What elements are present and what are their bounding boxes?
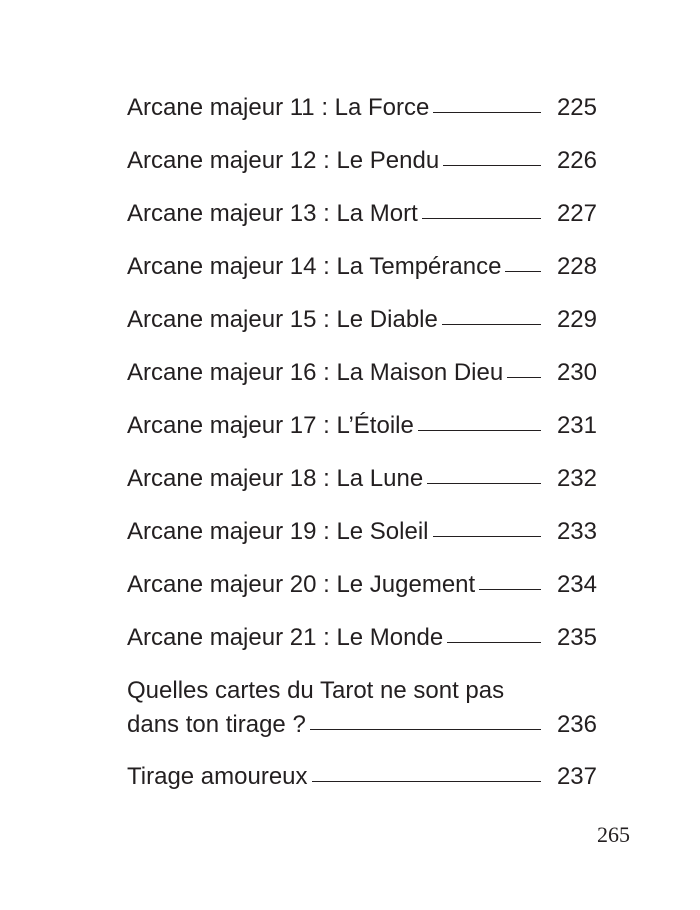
toc-entry-title: Arcane majeur 12 : Le Pendu (127, 147, 440, 174)
toc-entry (127, 148, 597, 174)
toc-entry (127, 764, 597, 790)
toc-entry-page: 230 (556, 359, 597, 386)
toc-entry-title: Arcane majeur 14 : La Tempérance (127, 253, 502, 280)
toc-entry-title: Tirage amoureux (127, 763, 308, 790)
toc-entry-page: 229 (556, 306, 597, 333)
dot-leader (433, 536, 542, 537)
toc-entry-title-line1: Quelles cartes du Tarot ne sont pas (127, 677, 505, 704)
toc-entry-title: Arcane majeur 15 : Le Diable (127, 306, 438, 333)
dot-leader (310, 729, 541, 730)
toc-entry-title: Arcane majeur 13 : La Mort (127, 200, 418, 227)
toc-entry-page: 237 (556, 763, 597, 790)
toc-entry-page: 227 (556, 200, 597, 227)
dot-leader (418, 430, 541, 431)
table-of-contents (127, 95, 597, 817)
toc-entry-page: 236 (556, 711, 597, 738)
toc-entry-page: 231 (556, 412, 597, 439)
toc-entry (127, 307, 597, 333)
toc-entry (127, 519, 597, 545)
toc-entry (127, 201, 597, 227)
dot-leader (427, 483, 541, 484)
toc-entry-page: 235 (556, 624, 597, 651)
dot-leader (443, 165, 541, 166)
toc-entry (127, 95, 597, 121)
toc-entry-page: 234 (556, 571, 597, 598)
toc-entry-title: Arcane majeur 11 : La Force (127, 94, 430, 121)
toc-entry (127, 572, 597, 598)
toc-entry-page: 228 (556, 253, 597, 280)
dot-leader (505, 271, 541, 272)
toc-entry-multiline (127, 678, 597, 738)
dot-leader (447, 642, 541, 643)
toc-entry-title: Arcane majeur 21 : Le Monde (127, 624, 444, 651)
toc-entry-title: Arcane majeur 18 : La Lune (127, 465, 424, 492)
dot-leader (479, 589, 541, 590)
toc-entry-title: Arcane majeur 20 : Le Jugement (127, 571, 476, 598)
toc-entry-page: 232 (556, 465, 597, 492)
toc-entry-page: 226 (556, 147, 597, 174)
toc-entry-page: 233 (556, 518, 597, 545)
dot-leader (442, 324, 541, 325)
toc-entry-title-line2: dans ton tirage ? (127, 711, 306, 738)
toc-entry-page: 225 (556, 94, 597, 121)
dot-leader (433, 112, 541, 113)
toc-entry (127, 413, 597, 439)
dot-leader (422, 218, 541, 219)
toc-entry-title: Arcane majeur 16 : La Maison Dieu (127, 359, 504, 386)
toc-entry-title: Arcane majeur 19 : Le Soleil (127, 518, 429, 545)
toc-entry-title: Arcane majeur 17 : L’Étoile (127, 412, 414, 439)
page-number: 265 (597, 822, 630, 847)
toc-entry (127, 466, 597, 492)
toc-entry (127, 254, 597, 280)
toc-entry (127, 360, 597, 386)
dot-leader (507, 377, 541, 378)
dot-leader (312, 781, 541, 782)
toc-entry (127, 625, 597, 651)
